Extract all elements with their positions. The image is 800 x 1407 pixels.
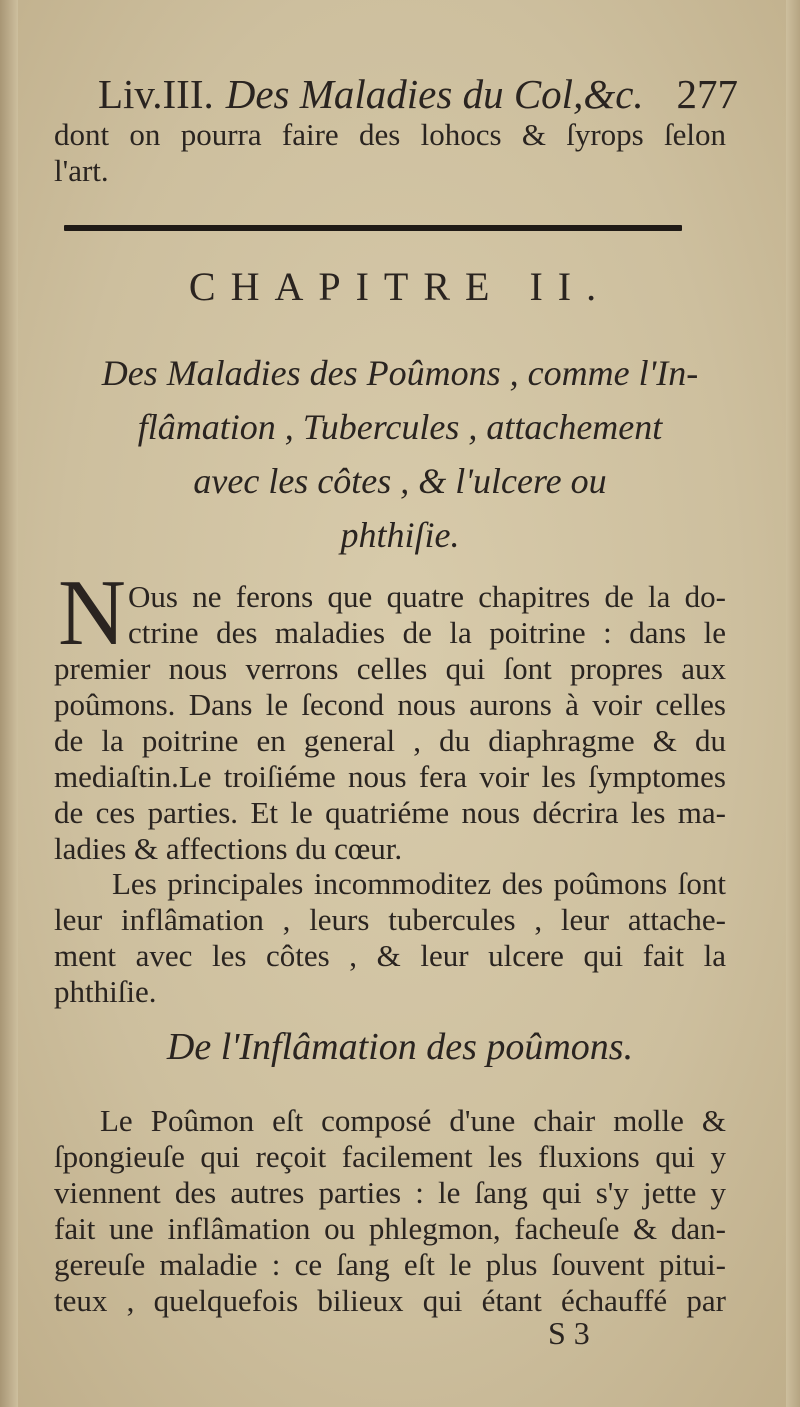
page-number: 277 [676, 71, 738, 117]
intro-line: dont on pourra faire des lohocs & ſyrops ſelon [54, 117, 726, 152]
paragraph-line: de la poitrine en general , du diaphragme & du [54, 723, 726, 758]
page-edge-left [0, 0, 18, 1407]
paragraph-line: leur inflâmation , leurs tubercules , leur attache- [54, 902, 726, 937]
paragraph-line: Les principales incommoditez des poûmons ſont [112, 866, 726, 901]
page-edge-right [786, 0, 800, 1407]
paragraph-line: fait une inflâmation ou phlegmon, facheuſe & dan- [54, 1211, 726, 1246]
chapter-subtitle-line: flâmation , Tubercules , attachement [137, 407, 663, 447]
paragraph-line: ladies & affections du cœur. [54, 831, 403, 866]
running-head-book: Liv.III. [98, 71, 214, 117]
paragraph-line: poûmons. Dans le ſecond nous aurons à voir celles [54, 687, 726, 722]
drop-cap: N [58, 561, 126, 665]
paragraph-line: phthiſie. [54, 974, 157, 1009]
paragraph-line: Ous ne ferons que quatre chapitres de la do- [128, 579, 726, 614]
paragraph-line: ſpongieuſe qui reçoit facilement les fluxions qui y [54, 1139, 726, 1174]
chapter-subtitle-line: Des Maladies des Poûmons , comme l'In- [101, 353, 699, 393]
paragraph-line: ment avec les côtes , & leur ulcere qui fait la [54, 938, 726, 973]
signature-mark: S 3 [548, 1315, 590, 1351]
intro-line: l'art. [54, 153, 109, 188]
paragraph-line: de ces parties. Et le quatriéme nous décrira les ma- [54, 795, 726, 830]
paragraph-line: premier nous verrons celles qui ſont propres aux [54, 651, 726, 686]
chapter-subtitle-line: phthiſie. [340, 515, 460, 555]
running-head-title: Des Maladies du Col,&c. [225, 71, 644, 117]
paragraph-line: ctrine des maladies de la poitrine : dans le [128, 615, 726, 650]
paragraph-line: viennent des autres parties : le ſang qui s'y jette y [54, 1175, 726, 1210]
section-heading: De l'Inflâmation des poûmons. [166, 1026, 634, 1068]
paragraph-line: gereuſe maladie : ce ſang eſt le plus ſouvent pitui- [54, 1247, 726, 1282]
chapter-subtitle-line: avec les côtes , & l'ulcere ou [193, 461, 607, 501]
running-head [98, 66, 738, 122]
paragraph-line: teux , quelquefois bilieux qui étant échauffé par [54, 1283, 726, 1318]
paragraph-line: mediaſtin.Le troiſiéme nous fera voir les ſymptomes [54, 759, 726, 794]
paragraph-line: Le Poûmon eſt composé d'une chair molle & [100, 1103, 726, 1138]
section-rule [64, 225, 682, 231]
chapter-heading: CHAPITRE II. [188, 264, 612, 309]
